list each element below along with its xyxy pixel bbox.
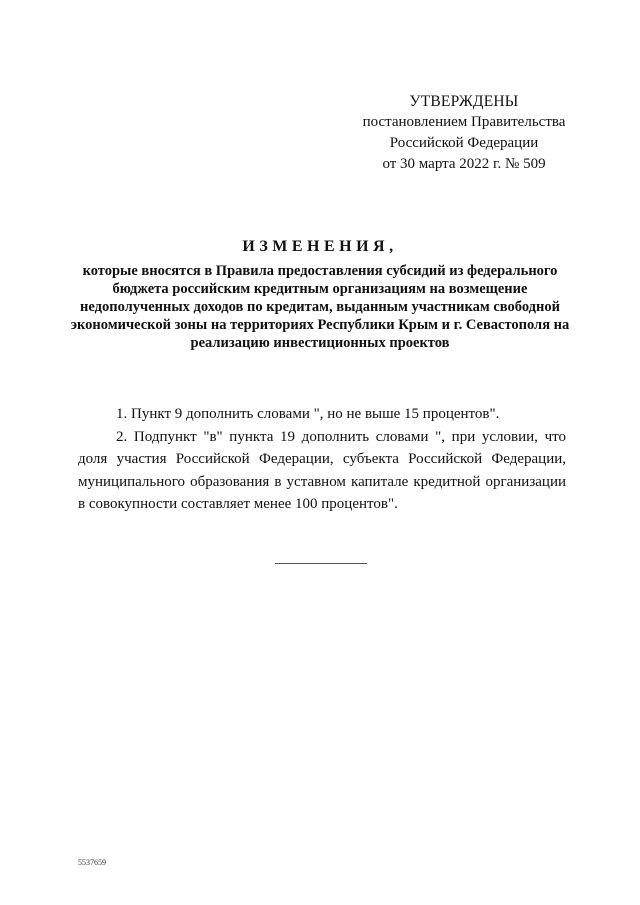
- document-title: ИЗМЕНЕНИЯ,: [242, 238, 398, 255]
- approval-stamp: [352, 91, 576, 175]
- end-divider: [275, 563, 367, 564]
- approval-line-3: от 30 марта 2022 г. № 509: [382, 156, 546, 172]
- amendment-item-1: 1. Пункт 9 дополнить словами ", но не выше 15 процентов".: [116, 406, 500, 422]
- document-code: 5537659: [78, 858, 106, 867]
- document-body: [78, 403, 566, 516]
- amendment-item-2: 2. Подпункт "в" пункта 19 дополнить словами ", при условии, что доля участия Российской Федерации, субъекта Российской Федерации, муниципального образования в уставном капитале кредитной организации в совокупности составляет менее 100 процентов".: [78, 428, 566, 512]
- approval-line-2: Российской Федерации: [389, 135, 539, 151]
- approval-heading: УТВЕРЖДЕНЫ: [409, 93, 519, 110]
- approval-line-1: постановлением Правительства: [362, 114, 566, 130]
- document-subtitle: которые вносятся в Правила предоставления субсидий из федерального бюджета российским кредитным организациям на возмещение недополученных доходов по кредитам, выданным участникам свободной экономической зоны на территориях Республики Крым и г. Севастополя на реализацию инвестиционных проектов: [70, 263, 570, 351]
